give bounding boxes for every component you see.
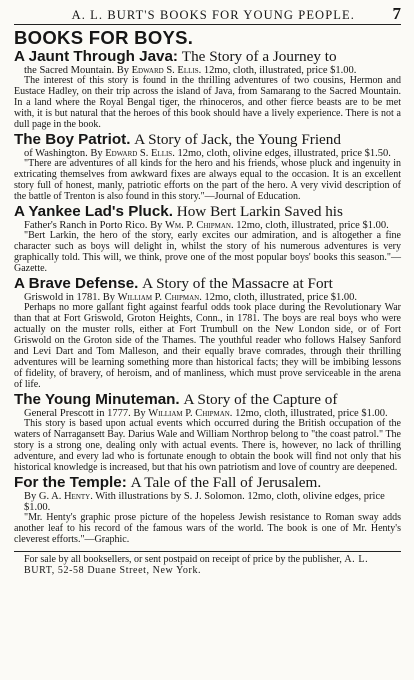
book-title <box>14 276 401 292</box>
book-format-price: 12mo, cloth, illustrated, price $1.00. <box>204 292 357 303</box>
book-author: Edward S. Ellis. <box>131 65 202 76</box>
book-description: Perhaps no more gallant fight against fearful odds took place during the Revolutionary War than that at Fort Griswold, Groton Heights, Conn., in 1781. The boys are real boys who were actually on the muster rolls, either at Fort Trumbull on the New London side, or of Fort Griswold on the Groton side of the Thames. The youthful reader who follows Halsey Sanford and Levi Dart and Tom Malleson, and their equally brave comrades, through their thrilling adventures will be learning something more than historical facts; they will be imbibing lessons of fidelity, of bravery, of heroism, and of manliness, which must prove serviceable in the arena of life. <box>14 302 401 390</box>
book-entry <box>14 475 401 547</box>
book-title-main: The Boy Patriot. <box>14 130 131 148</box>
book-description: "Bert Larkin, the hero of the story, early excites our admiration, and is altogether a fine character such as boys will delight in, whilst the story of his numerous adventures is very graphically told. This will, we think, prove one of the most popular boys' books this season."—Gazette. <box>14 230 401 275</box>
running-head-title: A. L. BURT'S BOOKS FOR YOUNG PEOPLE. <box>71 8 355 22</box>
header-rule <box>14 24 401 25</box>
book-title-main: A Yankee Lad's Pluck. <box>14 202 173 220</box>
book-subtitle-continued: General Prescott in 1777. By <box>24 407 146 419</box>
book-title-main: A Jaunt Through Java: <box>14 48 178 65</box>
section-title: BOOKS FOR BOYS. <box>14 27 194 48</box>
book-author: William P. Chipman. <box>148 407 233 419</box>
book-meta <box>14 491 401 514</box>
book-description: "Mr. Henty's graphic prose picture of the hopeless Jewish resistance to Roman sway adds another leaf to his record of the famous wars of the world. The book is one of Mr. Henty's cleverest efforts."—Graphic. <box>14 512 401 546</box>
book-format-price: 12mo, cloth, olivine edges, illustrated, price $1.50. <box>177 147 391 159</box>
footer-publisher: A. L. BURT, 52-58 Duane Street, New York. <box>24 554 369 577</box>
book-format-price: 12mo, cloth, illustrated, price $1.00. <box>235 407 388 419</box>
book-title-main: For the Temple: <box>14 473 127 491</box>
book-format-price: With illustrations by S. J. Solomon. 12mo, cloth, olivine edges, price $1.00. <box>24 490 385 513</box>
book-entry <box>14 392 401 474</box>
book-subtitle-continued: the Sacred Mountain. By <box>24 65 129 76</box>
book-author: G. A. Henty. <box>38 490 93 502</box>
book-title-main: A Brave Defense. <box>14 275 139 292</box>
book-author: Wm. P. Chipman. <box>165 219 234 231</box>
book-entry <box>14 49 401 131</box>
book-author: Edward S. Ellis. <box>105 147 175 159</box>
book-title <box>14 475 401 491</box>
book-description: "There are adventures of all kinds for the hero and his friends, whose pluck and ingenuity in extricating themselves from awkward fixes are always equal to the occasion. It is an excellent story full of honest, manly, patriotic efforts on the part of the hero. A very vivid description of the battle of Trenton is also found in this story."—Journal of Education. <box>14 158 401 203</box>
book-title <box>14 49 401 65</box>
book-title <box>14 392 401 408</box>
page-number: 7 <box>392 4 401 23</box>
book-author: William P. Chipman. <box>117 292 202 303</box>
book-title-main: The Young Minuteman. <box>14 390 180 408</box>
book-subtitle: A Story of the Capture of <box>183 390 338 408</box>
book-description: The interest of this story is found in the thrilling adventures of two cousins, Hermon and Eustace Hadley, on their trip across the island of Java, from Samarang to the Sacred Mountain. In a land where the Royal Bengal tiger, the rhinoceros, and other fierce beasts are to be met with, it is but natural that the heroes of this book should have a lively experience. There is not a dull page in the book. <box>14 75 401 131</box>
book-entry <box>14 276 401 391</box>
book-subtitle: A Tale of the Fall of Jerusalem. <box>130 473 322 491</box>
book-description: This story is based upon actual events which occurred during the British occupation of the waters of Narragansett Bay. Darius Wale and William Northrop belong to "the coast patrol." The story is a strong one, dealing only with actual events. There is, however, no lack of thrilling adventure, and every lad who is fortunate enough to obtain the book will find not only that his historical knowledge is increased, but that his own patriotism and love of country are deepened. <box>14 418 401 473</box>
book-subtitle: A Story of the Massacre at Fort <box>142 275 333 292</box>
book-entry <box>14 204 401 275</box>
footer-rule <box>14 551 401 552</box>
running-head <box>14 4 401 22</box>
book-subtitle: A Story of Jack, the Young Friend <box>134 130 341 148</box>
footer-note: For sale by all booksellers, or sent postpaid on receipt of price by the publisher, <box>24 554 342 566</box>
book-subtitle-continued: Griswold in 1781. By <box>24 292 116 303</box>
book-subtitle: How Bert Larkin Saved his <box>176 202 343 220</box>
book-title <box>14 204 401 220</box>
book-title <box>14 132 401 148</box>
book-format-price: 12mo, cloth, illustrated, price $1.00. <box>203 65 357 76</box>
book-subtitle-continued: of Washington. By <box>24 147 103 159</box>
book-entry <box>14 132 401 203</box>
book-format-price: 12mo, cloth, illustrated, price $1.00. <box>236 219 389 231</box>
book-subtitle: The Story of a Journey to <box>181 48 337 65</box>
publisher-footer <box>14 554 401 576</box>
book-subtitle-continued: By <box>24 490 37 502</box>
book-subtitle-continued: Father's Ranch in Porto Rico. By <box>24 219 163 231</box>
